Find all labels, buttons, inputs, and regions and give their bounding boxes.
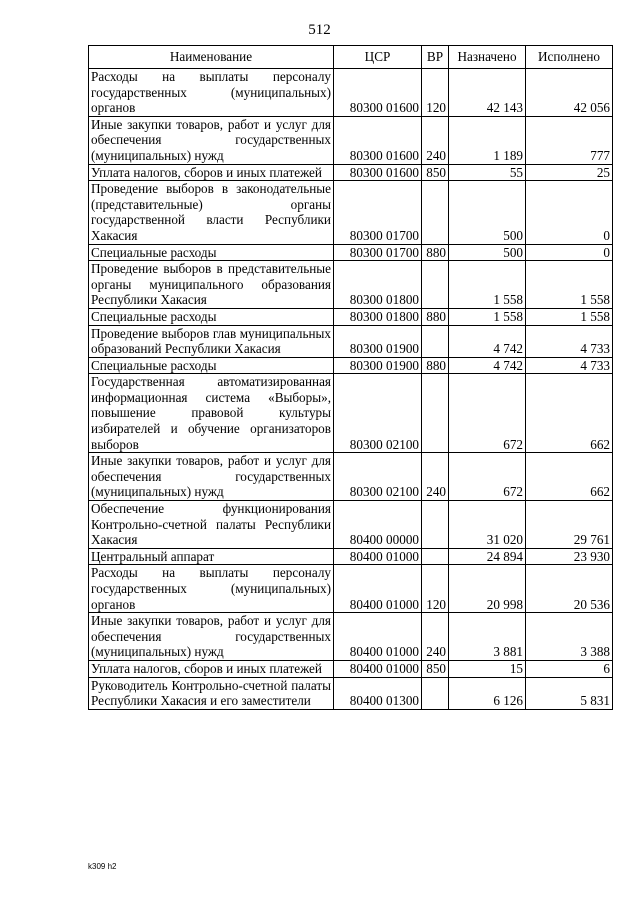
table-row bbox=[89, 116, 613, 164]
row-assigned: 3 881 bbox=[449, 613, 526, 661]
table-row bbox=[89, 244, 613, 261]
row-csr: 80300 01900 bbox=[334, 325, 422, 357]
table-row bbox=[89, 565, 613, 613]
table-row bbox=[89, 548, 613, 565]
row-executed: 4 733 bbox=[526, 357, 613, 374]
row-csr: 80400 01300 bbox=[334, 677, 422, 709]
table-row bbox=[89, 261, 613, 309]
row-assigned: 1 558 bbox=[449, 261, 526, 309]
footer-code: k309 h2 bbox=[88, 862, 117, 871]
row-vr: 880 bbox=[422, 244, 449, 261]
row-name: Иные закупки товаров, работ и услуг для обеспечения государственных (муниципальных) нужд bbox=[89, 116, 334, 164]
row-name: Руководитель Контрольно-счетной палаты Республики Хакасия и его заместители bbox=[89, 677, 334, 709]
header-executed: Исполнено bbox=[526, 46, 613, 69]
row-executed: 0 bbox=[526, 244, 613, 261]
row-vr: 850 bbox=[422, 164, 449, 181]
row-assigned: 20 998 bbox=[449, 565, 526, 613]
row-vr bbox=[422, 374, 449, 453]
row-vr bbox=[422, 548, 449, 565]
header-assigned: Назначено bbox=[449, 46, 526, 69]
row-csr: 80300 01600 bbox=[334, 164, 422, 181]
budget-table bbox=[88, 45, 613, 710]
row-assigned: 500 bbox=[449, 244, 526, 261]
row-vr: 120 bbox=[422, 565, 449, 613]
header-vr: ВР bbox=[422, 46, 449, 69]
row-csr: 80300 01600 bbox=[334, 69, 422, 117]
row-name: Государственная автоматизированная информационная система «Выборы», повышение правовой культуры избирателей и обучение организаторов выборов bbox=[89, 374, 334, 453]
table-row bbox=[89, 660, 613, 677]
row-name: Уплата налогов, сборов и иных платежей bbox=[89, 660, 334, 677]
table-row bbox=[89, 453, 613, 501]
row-name: Проведение выборов глав муниципальных образований Республики Хакасия bbox=[89, 325, 334, 357]
row-executed: 6 bbox=[526, 660, 613, 677]
row-executed: 42 056 bbox=[526, 69, 613, 117]
row-vr bbox=[422, 325, 449, 357]
header-name: Наименование bbox=[89, 46, 334, 69]
row-executed: 29 761 bbox=[526, 501, 613, 549]
row-executed: 4 733 bbox=[526, 325, 613, 357]
row-assigned: 4 742 bbox=[449, 325, 526, 357]
page-number: 512 bbox=[308, 22, 331, 38]
row-executed: 662 bbox=[526, 374, 613, 453]
row-assigned: 500 bbox=[449, 181, 526, 244]
row-csr: 80300 01600 bbox=[334, 116, 422, 164]
row-csr: 80300 01700 bbox=[334, 244, 422, 261]
row-csr: 80300 01700 bbox=[334, 181, 422, 244]
row-vr: 850 bbox=[422, 660, 449, 677]
row-name: Центральный аппарат bbox=[89, 548, 334, 565]
table-row bbox=[89, 501, 613, 549]
row-csr: 80400 01000 bbox=[334, 548, 422, 565]
table-row bbox=[89, 69, 613, 117]
row-csr: 80300 02100 bbox=[334, 453, 422, 501]
row-vr: 240 bbox=[422, 613, 449, 661]
row-vr: 240 bbox=[422, 116, 449, 164]
row-vr bbox=[422, 501, 449, 549]
row-executed: 20 536 bbox=[526, 565, 613, 613]
row-executed: 662 bbox=[526, 453, 613, 501]
row-csr: 80300 01800 bbox=[334, 308, 422, 325]
row-executed: 1 558 bbox=[526, 261, 613, 309]
row-assigned: 55 bbox=[449, 164, 526, 181]
row-executed: 777 bbox=[526, 116, 613, 164]
row-assigned: 1 558 bbox=[449, 308, 526, 325]
table-row bbox=[89, 181, 613, 244]
row-assigned: 15 bbox=[449, 660, 526, 677]
row-name: Проведение выборов в представительные органы муниципального образования Республики Хакасия bbox=[89, 261, 334, 309]
row-name: Расходы на выплаты персоналу государственных (муниципальных) органов bbox=[89, 565, 334, 613]
row-executed: 5 831 bbox=[526, 677, 613, 709]
row-name: Расходы на выплаты персоналу государственных (муниципальных) органов bbox=[89, 69, 334, 117]
row-assigned: 6 126 bbox=[449, 677, 526, 709]
row-csr: 80400 01000 bbox=[334, 613, 422, 661]
row-executed: 0 bbox=[526, 181, 613, 244]
table-row bbox=[89, 325, 613, 357]
row-assigned: 672 bbox=[449, 453, 526, 501]
row-vr bbox=[422, 261, 449, 309]
row-name: Обеспечение функционирования Контрольно-счетной палаты Республики Хакасия bbox=[89, 501, 334, 549]
row-name: Проведение выборов в законодательные (представительные) органы государственной власти Республики Хакасия bbox=[89, 181, 334, 244]
header-csr: ЦСР bbox=[334, 46, 422, 69]
table-row bbox=[89, 357, 613, 374]
row-name: Иные закупки товаров, работ и услуг для обеспечения государственных (муниципальных) нужд bbox=[89, 613, 334, 661]
row-assigned: 672 bbox=[449, 374, 526, 453]
row-csr: 80300 01800 bbox=[334, 261, 422, 309]
row-csr: 80400 01000 bbox=[334, 565, 422, 613]
table-row bbox=[89, 677, 613, 709]
row-name: Специальные расходы bbox=[89, 357, 334, 374]
row-vr bbox=[422, 677, 449, 709]
row-assigned: 4 742 bbox=[449, 357, 526, 374]
row-assigned: 24 894 bbox=[449, 548, 526, 565]
row-name: Иные закупки товаров, работ и услуг для обеспечения государственных (муниципальных) нужд bbox=[89, 453, 334, 501]
table-row bbox=[89, 374, 613, 453]
row-vr: 880 bbox=[422, 357, 449, 374]
table-row bbox=[89, 613, 613, 661]
row-vr: 240 bbox=[422, 453, 449, 501]
row-csr: 80300 02100 bbox=[334, 374, 422, 453]
row-csr: 80400 01000 bbox=[334, 660, 422, 677]
row-executed: 23 930 bbox=[526, 548, 613, 565]
table-row bbox=[89, 308, 613, 325]
row-executed: 1 558 bbox=[526, 308, 613, 325]
row-executed: 3 388 bbox=[526, 613, 613, 661]
table-row bbox=[89, 164, 613, 181]
row-name: Уплата налогов, сборов и иных платежей bbox=[89, 164, 334, 181]
row-assigned: 42 143 bbox=[449, 69, 526, 117]
row-csr: 80300 01900 bbox=[334, 357, 422, 374]
table-header-row bbox=[89, 46, 613, 69]
row-vr bbox=[422, 181, 449, 244]
row-name: Специальные расходы bbox=[89, 308, 334, 325]
row-executed: 25 bbox=[526, 164, 613, 181]
row-assigned: 1 189 bbox=[449, 116, 526, 164]
row-assigned: 31 020 bbox=[449, 501, 526, 549]
row-csr: 80400 00000 bbox=[334, 501, 422, 549]
row-vr: 120 bbox=[422, 69, 449, 117]
row-vr: 880 bbox=[422, 308, 449, 325]
row-name: Специальные расходы bbox=[89, 244, 334, 261]
